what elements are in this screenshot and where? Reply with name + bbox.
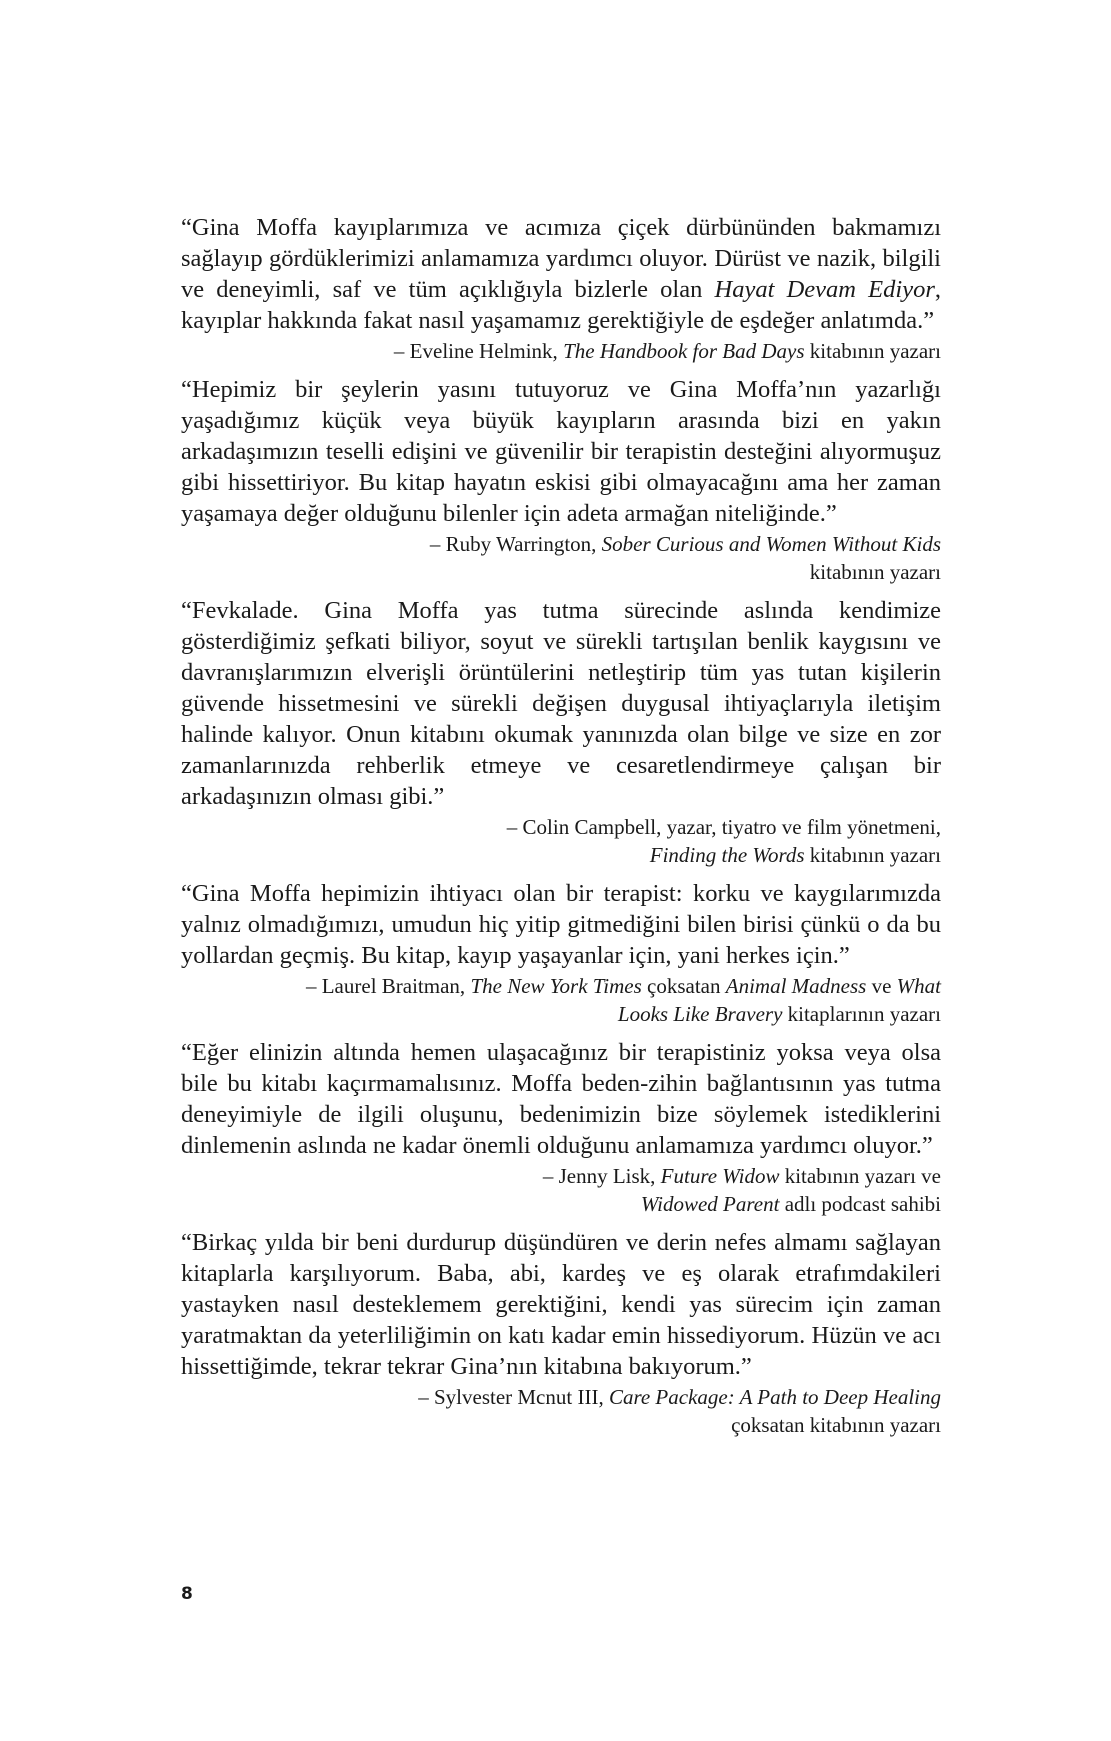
- endorsements-page: [181, 212, 941, 1448]
- quote-text: “Fevkalade. Gina Moffa yas tutma sürecinde aslında kendimize gösterdiğimiz şefkati biliyor, soyut ve sürekli tartışılan benlik kaygısını ve davranışlarımızın elverişli örüntülerini netleştirip tüm yas tutan kişilerin güvende hissetmesini ve sürekli değişen duygusal ihtiyaçlarıyla iletişim halinde kalıyor. Onun kitabını okumak yanınızda olan bilge ve size en zor zamanlarınızda rehberlik etmeye ve cesaretlendirmeye çalışan bir arkadaşınızın olması gibi.”: [181, 597, 941, 810]
- attribution: – Sylvester Mcnut III, Care Package: A Path to Deep Healing çoksatan kitabının yazarı: [418, 1385, 941, 1437]
- endorsement-3: [181, 595, 941, 869]
- publication-title: The New York Times: [470, 974, 642, 998]
- endorsement-4: [181, 878, 941, 1028]
- endorsement-6: [181, 1227, 941, 1439]
- quote-text: “Eğer elinizin altında hemen ulaşacağınız bir terapistiniz yoksa veya olsa bile bu kitabı kaçırmamalısınız. Moffa beden-zihin bağlantısının yas tutma deneyimiyle de ilgili oluşunu, bedenimizin bize söylemek istediklerini dinlemenin aslında ne kadar önemli olduğunu anlamamıza yardımcı oluyor.”: [181, 1039, 941, 1159]
- attribution: – Eveline Helmink, The Handbook for Bad Days kitabının yazarı: [393, 339, 941, 363]
- book-title: Finding the Words: [649, 843, 805, 867]
- page-number: 8: [181, 1584, 193, 1604]
- book-title: What: [896, 974, 941, 998]
- book-title: Future Widow: [660, 1164, 780, 1188]
- podcast-title: Widowed Parent: [640, 1192, 780, 1216]
- attribution: – Colin Campbell, yazar, tiyatro ve film yönetmeni, Finding the Words kitabının yazarı: [506, 815, 941, 867]
- attribution: – Laurel Braitman, The New York Times çoksatan Animal Madness ve What Looks Like Bravery kitaplarının yazarı: [305, 974, 941, 1026]
- book-title: Hayat Devam Ediyor: [714, 276, 935, 303]
- endorsement-5: [181, 1037, 941, 1218]
- book-title: Looks Like Bravery: [617, 1002, 783, 1026]
- quote-text: “Gina Moffa hepimizin ihtiyacı olan bir terapist: korku ve kaygılarımızda yalnız olmadığımızı, umudun hiç yitip gitmediğini bilen birisi çünkü o da bu yollardan geçmiş. Bu kitap, kayıp yaşayanlar için, yani herkes için.”: [181, 880, 941, 969]
- book-title: The Handbook for Bad Days: [563, 339, 805, 363]
- book-title: Animal Madness: [725, 974, 867, 998]
- quote-text: “Birkaç yılda bir beni durdurup düşündüren ve derin nefes almamı sağlayan kitaplarla karşılıyorum. Baba, abi, kardeş ve eş olarak etrafımdakileri yastayken nasıl desteklemem gerektiğini, kendi yas sürecim için zaman yaratmaktan da yeterliliğimin on katı kadar emin hissediyorum. Hüzün ve acı hissettiğimde, tekrar tekrar Gina’nın kitabına bakıyorum.”: [181, 1229, 941, 1380]
- book-title: Sober Curious and Women Without Kids: [601, 532, 941, 556]
- quote-text: “Hepimiz bir şeylerin yasını tutuyoruz ve Gina Moffa’nın yazarlığı yaşadığımız küçük veya büyük kayıpların arasında bizi en yakın arkadaşımızın teselli edişini ve güvenilir bir terapistin desteğini alıyormuşuz gibi hissettiriyor. Bu kitap hayatın eskisi gibi olmayacağını ama her zaman yaşamaya değer olduğunu bilenler için adeta armağan niteliğinde.”: [181, 376, 941, 527]
- attribution: – Jenny Lisk, Future Widow kitabının yazarı ve Widowed Parent adlı podcast sahibi: [542, 1164, 941, 1216]
- endorsement-2: [181, 374, 941, 586]
- endorsement-1: [181, 212, 941, 365]
- attribution: – Ruby Warrington, Sober Curious and Women Without Kids kitabının yazarı: [429, 532, 941, 584]
- quote-text: “Gina Moffa kayıplarımıza ve acımıza çiçek dürbününden bakmamızı sağlayıp gördüklerimizi anlamamıza yardımcı oluyor. Dürüst ve nazik, bilgili ve deneyimli, saf ve tüm açıklığıyla bizlerle olan Hayat Devam Ediyor, kayıplar hakkında fakat nasıl yaşamamız gerektiğiyle de eşdeğer anlatımda.”: [181, 214, 941, 334]
- book-title: Care Package: A Path to Deep Healing: [608, 1385, 941, 1409]
